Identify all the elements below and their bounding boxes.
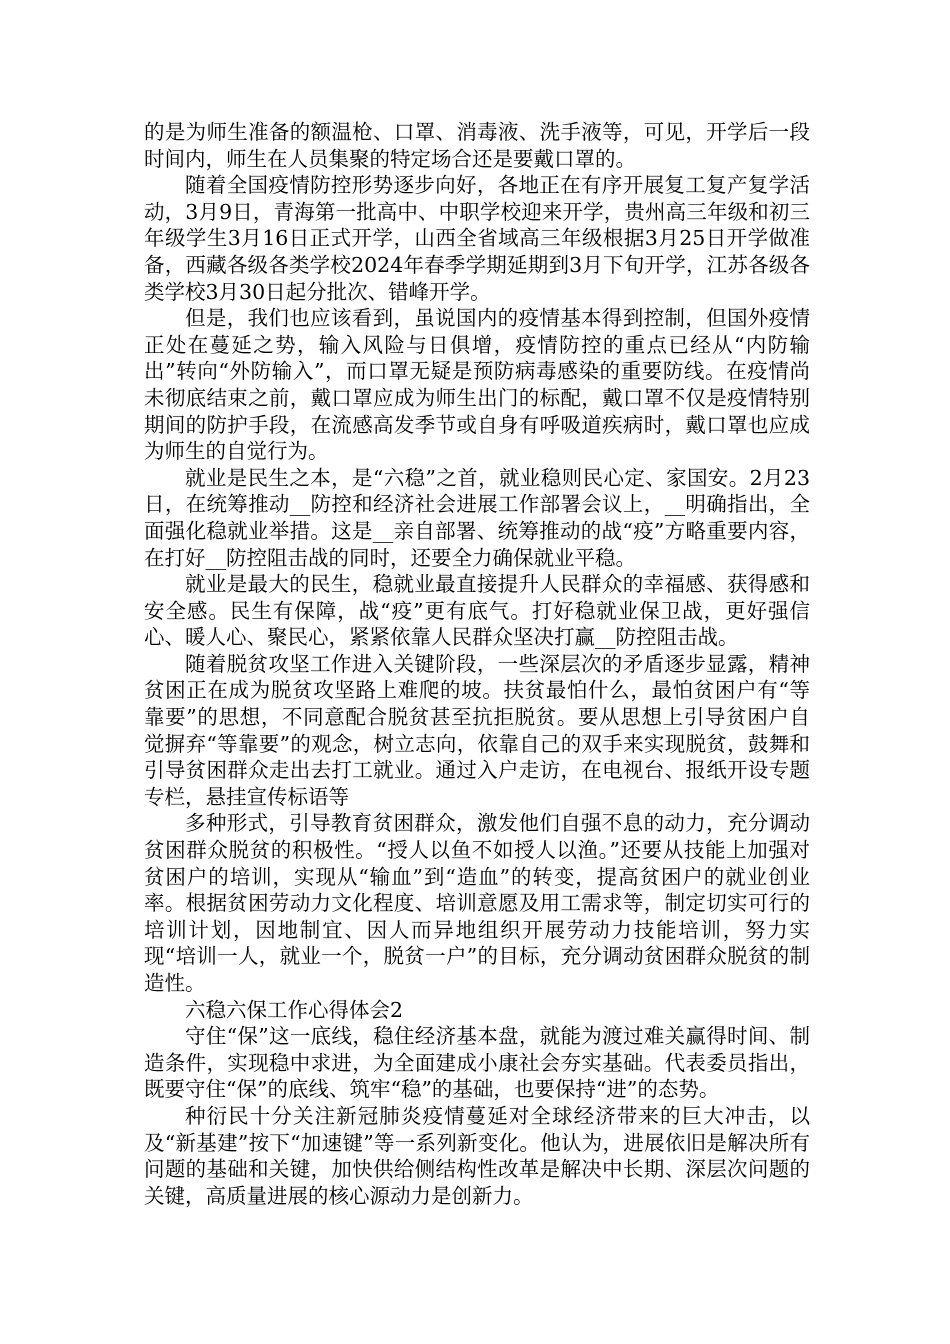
paragraph-mask-defense: 但是，我们也应该看到，虽说国内的疫情基本得到控制，但国外疫情正处在蔓延之势，输入风险与日俱增，疫情防控的重点已经从“内防输出”转向“外防输入”，而口罩无疑是预防病毒感染的重要防线。在疫情尚未彻底结束之前，戴口罩应成为师生出门的标配，戴口罩不仅是疫情特别期间的防护手段，在流感高发季节或自身有呼吸道疾病时，戴口罩也应成为师生的自觉行为。 [144, 306, 810, 464]
paragraph-skills-training: 多种形式，引导教育贫困群众，激发他们自强不息的动力，充分调动贫困群众脱贫的积极性。“授人以鱼不如授人以渔。”还要从技能上加强对贫困户的培训，实现从“输血”到“造血”的转变，提高贫困户的就业创业率。根据贫困劳动力文化程度、培训意愿及用工需求等，制定切实可行的培训计划，因地制宜、因人而异地组织开展劳动力技能培训，努力实现“培训一人，就业一个，脱贫一户”的目标，充分调动贫困群众脱贫的制造性。 [144, 811, 810, 995]
document-page [144, 119, 810, 1209]
paragraph-continued: 的是为师生准备的额温枪、口罩、消毒液、洗手液等，可见，开学后一段时间内，师生在人员集聚的特定场合还是要戴口罩的。 [144, 120, 810, 171]
section-heading: 六稳六保工作心得体会2 [185, 997, 404, 1022]
paragraph-bottom-line: 守住“保”这一底线，稳住经济基本盘，就能为渡过难关赢得时间、制造条件，实现稳中求进，为全面建成小康社会夯实基础。代表委员指出，既要守住“保”的底线、筑牢“稳”的基础，也要保持“进”的态势。 [144, 1024, 810, 1102]
paragraph-school-reopening: 随着全国疫情防控形势逐步向好，各地正在有序开展复工复产复学活动，3月9日，青海第一批高中、中职学校迎来开学，贵州高三年级和初三年级学生3月16日正式开学，山西全省域高三年级根据3月25日开学做准备，西藏各级各类学校2024年春季学期延期到3月下旬开学，江苏各级各类学校3月30日起分批次、错峰开学。 [144, 173, 810, 304]
paragraph-employment-foundation: 就业是民生之本，是“六稳”之首，就业稳则民心定、家国安。2月23日，在统筹推动__防控和经济社会进展工作部署会议上，__明确指出，全面强化稳就业举措。这是__亲自部署、统筹推动的战“疫”方略重要内容，在打好__防控阻击战的同时，还要全力确保就业平稳。 [144, 465, 810, 570]
paragraph-poverty-alleviation: 随着脱贫攻坚工作进入关键阶段，一些深层次的矛盾逐步显露，精神贫困正在成为脱贫攻坚路上难爬的坡。扶贫最怕什么，最怕贫困户有“等靠要”的思想，不同意配合脱贫甚至抗拒脱贫。要从思想上引导贫困户自觉摒弃“等靠要”的观念，树立志向，依靠自己的双手来实现脱贫，鼓舞和引导贫困群众走出去打工就业。通过入户走访，在电视台、报纸开设专题专栏，悬挂宣传标语等 [144, 651, 810, 809]
paragraph-employment-livelihood: 就业是最大的民生，稳就业最直接提升人民群众的幸福感、获得感和安全感。民生有保障，战“疫”更有底气。打好稳就业保卫战，更好强信心、暖人心、聚民心，紧紧依靠人民群众坚决打赢__防控阻击战。 [144, 572, 810, 650]
paragraph-innovation: 种衍民十分关注新冠肺炎疫情蔓延对全球经济带来的巨大冲击，以及“新基建”按下“加速键”等一系列新变化。他认为，进展依旧是解决所有问题的基础和关键，加快供给侧结构性改革是解决中长期、深层次问题的关键，高质量进展的核心源动力是创新力。 [144, 1103, 810, 1208]
